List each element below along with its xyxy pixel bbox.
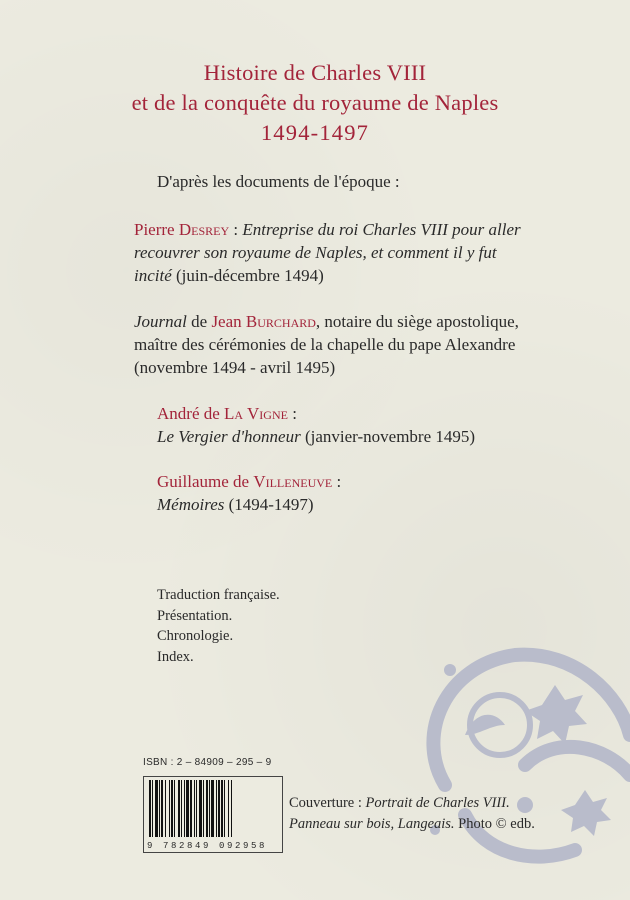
barcode-bar bbox=[165, 780, 166, 837]
barcode-bar bbox=[174, 780, 175, 837]
barcode-bar bbox=[190, 780, 192, 837]
cover-credit-work: Portrait de Charles VIII. bbox=[365, 795, 510, 811]
barcode-bars-icon bbox=[144, 777, 282, 839]
author-last: Desrey bbox=[178, 220, 230, 239]
author-last: La Vigne bbox=[224, 404, 288, 423]
entry-la-vigne bbox=[157, 402, 557, 448]
author-last: Burchard bbox=[245, 312, 316, 331]
work-title: Entreprise du roi Charles VIII pour aller recouvrer son royaume de Naples, et comment il y fut incité bbox=[134, 220, 521, 285]
work-title: Mémoires bbox=[157, 495, 225, 514]
entry-villeneuve bbox=[157, 470, 557, 516]
ornamental-initial-icon bbox=[405, 615, 630, 875]
barcode-bar bbox=[186, 780, 189, 837]
barcode-bar bbox=[231, 780, 232, 837]
author-description: , notaire du siège apostolique, maître des cérémonies de la chapelle du pape Alexandre bbox=[134, 312, 519, 354]
barcode-digits: 9 782849 092958 bbox=[147, 841, 268, 851]
author-first: Jean bbox=[211, 312, 246, 331]
separator: : bbox=[287, 404, 297, 423]
extra-item: Traduction française. bbox=[157, 587, 280, 603]
isbn-label: ISBN : 2 – 84909 – 295 – 9 bbox=[143, 757, 272, 768]
barcode-bar bbox=[224, 780, 225, 837]
barcode-bar bbox=[199, 780, 202, 837]
separator: : bbox=[332, 472, 342, 491]
barcode-bar bbox=[221, 780, 223, 837]
barcode-bar bbox=[149, 780, 151, 837]
book-extras-list bbox=[157, 585, 280, 667]
barcode-bar bbox=[159, 780, 160, 837]
work-title: Journal bbox=[134, 312, 187, 331]
extra-item: Index. bbox=[157, 648, 194, 665]
work-dates: (juin-décembre 1494) bbox=[171, 266, 324, 285]
title-line-2: et de la conquête du royaume de Naples bbox=[131, 90, 499, 115]
cover-credit bbox=[289, 793, 589, 835]
book-title bbox=[0, 58, 630, 148]
barcode-bar bbox=[216, 780, 217, 837]
barcode-bar bbox=[152, 780, 153, 837]
cover-credit-prefix: Couverture : bbox=[289, 795, 366, 811]
title-line-1: Histoire de Charles VIII bbox=[203, 60, 427, 85]
author-first: André de bbox=[157, 404, 225, 423]
barcode-bar bbox=[181, 780, 182, 837]
barcode-bar bbox=[171, 780, 173, 837]
title-years: 1494-1497 bbox=[260, 120, 370, 145]
barcode-bar bbox=[178, 780, 180, 837]
barcode bbox=[143, 776, 283, 853]
barcode-bar bbox=[155, 780, 158, 837]
barcode-bar bbox=[209, 780, 210, 837]
barcode-bar bbox=[203, 780, 204, 837]
extra-item: Présentation. bbox=[157, 607, 233, 624]
intro-text: D'après les documents de l'époque : bbox=[157, 172, 400, 191]
barcode-bar bbox=[218, 780, 220, 837]
barcode-bar bbox=[196, 780, 197, 837]
connector: de bbox=[186, 312, 212, 331]
barcode-bar bbox=[206, 780, 208, 837]
barcode-bar bbox=[194, 780, 195, 837]
work-dates: (janvier-novembre 1495) bbox=[300, 427, 476, 446]
work-dates: (1494-1497) bbox=[224, 495, 314, 514]
barcode-bar bbox=[211, 780, 214, 837]
separator: : bbox=[229, 220, 243, 239]
cover-credit-photo: Photo © edb. bbox=[454, 816, 535, 832]
barcode-bar bbox=[169, 780, 170, 837]
barcode-bar bbox=[161, 780, 163, 837]
work-dates: (novembre 1494 - avril 1495) bbox=[134, 358, 336, 377]
barcode-bar bbox=[228, 780, 229, 837]
barcode-bar bbox=[184, 780, 185, 837]
author-first: Pierre bbox=[134, 220, 179, 239]
author-first: Guillaume de bbox=[157, 472, 254, 491]
author-last: Villeneuve bbox=[253, 472, 333, 491]
work-title: Le Vergier d'honneur bbox=[157, 427, 301, 446]
entry-desrey bbox=[134, 218, 534, 287]
cover-credit-work-detail: Panneau sur bois, Langeais. bbox=[289, 816, 455, 832]
entry-burchard bbox=[134, 310, 534, 379]
extra-item: Chronologie. bbox=[157, 628, 234, 644]
